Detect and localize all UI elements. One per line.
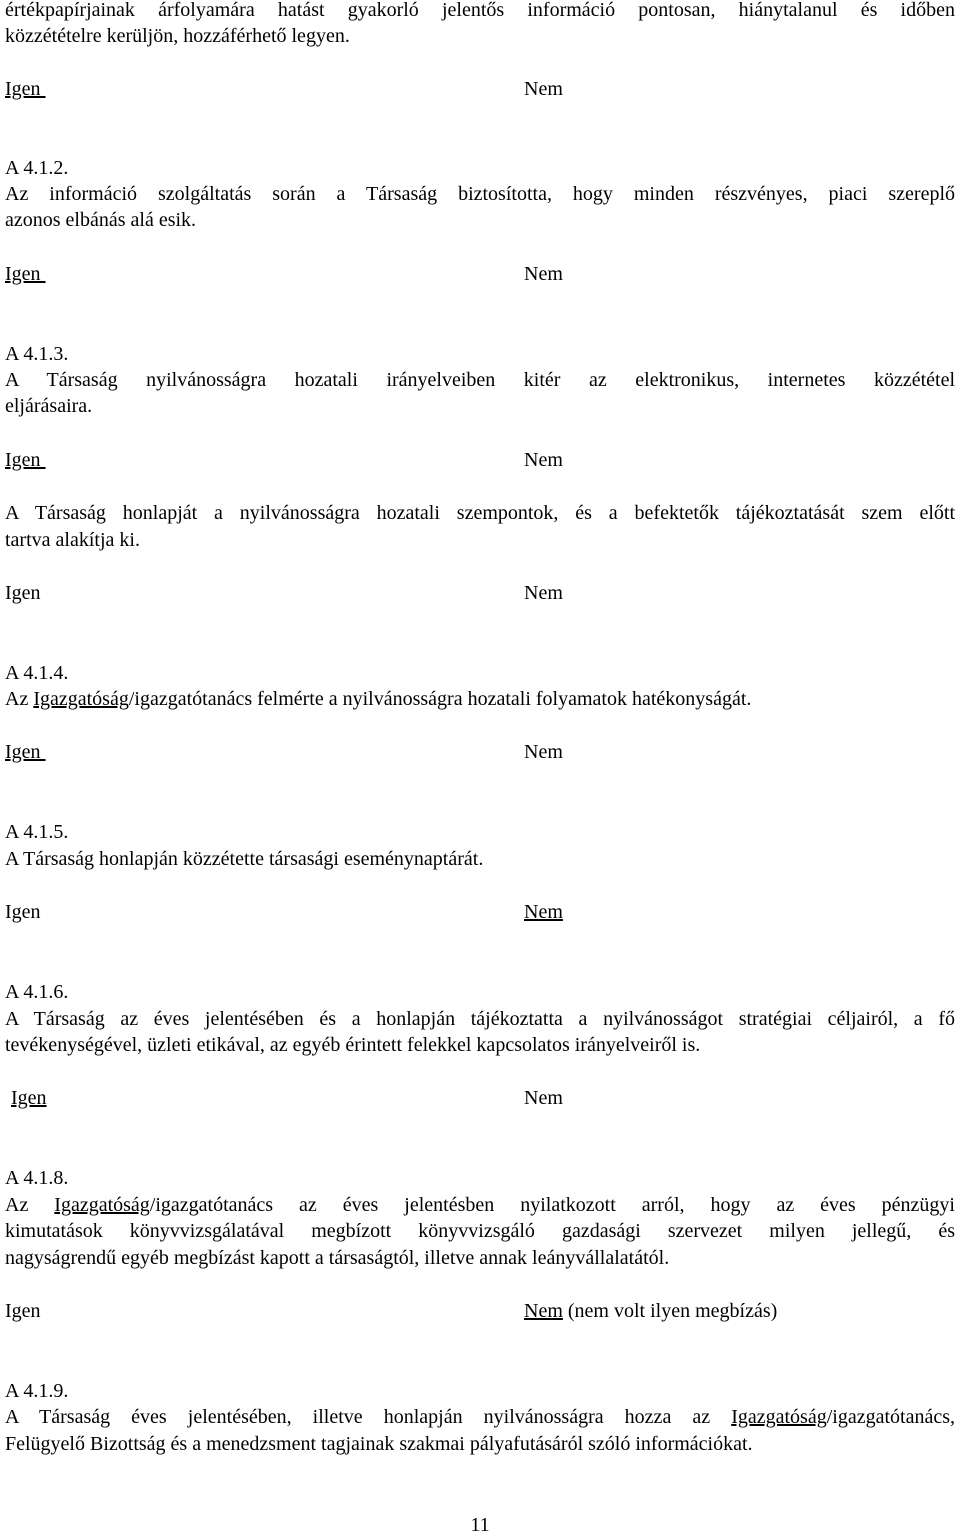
item-text-412-line-2: azonos elbánás alá esik. <box>5 209 197 231</box>
item-code-419: A 4.1.9. <box>5 1380 69 1402</box>
item-text-418-prefix: Az <box>5 1194 55 1216</box>
answer-no-418-label: Nem <box>524 1300 563 1322</box>
item-text-416-line-2: tevékenységével, üzleti etikával, az egyéb érintett felekkel kapcsolatos irányelveiről is. <box>5 1034 701 1056</box>
igazgatosag-underlined-term: Igazgatóság <box>54 1194 150 1216</box>
item-text-413b-line-2: tartva alakítja ki. <box>5 529 140 551</box>
answer-yes-414: Igen <box>5 741 46 763</box>
item-text-414-suffix: /igazgatótanács felmérte a nyilvánosságra hozatali folyamatok hatékonyságát. <box>128 688 752 710</box>
answer-yes-q0: Igen <box>5 78 46 100</box>
answer-yes-418: Igen <box>5 1300 41 1322</box>
answer-yes-415: Igen <box>5 901 41 923</box>
item-text-412-line-1: Az információ szolgáltatás során a Társaság biztosította, hogy minden részvényes, piaci szereplő <box>5 183 955 205</box>
answer-yes-413: Igen <box>5 449 46 471</box>
item-text-415: A Társaság honlapján közzétette társasági eseménynaptárát. <box>5 848 484 870</box>
item-code-416: A 4.1.6. <box>5 981 69 1003</box>
item-code-415: A 4.1.5. <box>5 821 69 843</box>
answer-no-418 <box>524 1298 777 1324</box>
answer-no-412: Nem <box>524 263 563 285</box>
item-text-419-line-2: Felügyelő Bizottság és a menedzsment tagjainak szakmai pályafutásáról szóló információkat. <box>5 1433 753 1455</box>
item-code-414: A 4.1.4. <box>5 662 69 684</box>
item-code-418: A 4.1.8. <box>5 1167 69 1189</box>
item-text-419-line-1 <box>5 1404 955 1430</box>
item-text-414-prefix: Az <box>5 688 34 710</box>
intro-line-2: közzétételre kerüljön, hozzáférhető legyen. <box>5 25 350 47</box>
item-text-419-prefix: A Társaság éves jelentésében, illetve honlapján nyilvánosságra hozza az <box>5 1406 732 1428</box>
item-text-419-suffix: /igazgatótanács, <box>826 1406 955 1428</box>
item-text-413-line-1: A Társaság nyilvánosságra hozatali irányelveiben kitér az elektronikus, internetes közzététel <box>5 369 955 391</box>
item-text-416-line-1: A Társaság az éves jelentésében és a honlapján tájékoztatta a nyilvánosságot stratégiai céljairól, a fő <box>5 1008 955 1030</box>
answer-no-q0: Nem <box>524 78 563 100</box>
answer-no-413: Nem <box>524 449 563 471</box>
item-code-413: A 4.1.3. <box>5 343 69 365</box>
item-text-418-line-2: kimutatások könyvvizsgálatával megbízott könyvvizsgáló gazdasági szervezet milyen jellegű, és <box>5 1220 955 1242</box>
answer-no-413b: Nem <box>524 582 563 604</box>
item-text-418-line-1 <box>5 1192 955 1218</box>
answer-no-414: Nem <box>524 741 563 763</box>
answer-yes-413b: Igen <box>5 582 41 604</box>
answer-yes-412: Igen <box>5 263 46 285</box>
page-number: 11 <box>470 1514 490 1536</box>
answer-no-415: Nem <box>524 901 563 923</box>
item-text-413-line-2: eljárásaira. <box>5 395 93 417</box>
answer-no-416: Nem <box>524 1087 563 1109</box>
item-text-418-line-3: nagyságrendű egyéb megbízást kapott a társaságtól, illetve annak leányvállalatától. <box>5 1247 670 1269</box>
item-text-414 <box>5 686 955 712</box>
item-text-413b-line-1: A Társaság honlapját a nyilvánosságra hozatali szempontok, és a befektetők tájékoztatását szem előtt <box>5 502 955 524</box>
igazgatosag-underlined-term: Igazgatóság <box>33 688 129 710</box>
item-code-412: A 4.1.2. <box>5 157 69 179</box>
item-text-418-suffix: /igazgatótanács az éves jelentésben nyilatkozott arról, hogy az éves pénzügyi <box>149 1194 955 1216</box>
answer-yes-416: Igen <box>11 1087 47 1109</box>
answer-no-418-note: (nem volt ilyen megbízás) <box>562 1300 778 1322</box>
igazgatosag-underlined-term: Igazgatóság <box>731 1406 827 1428</box>
intro-line-1: értékpapírjainak árfolyamára hatást gyakorló jelentős információ pontosan, hiánytalanul és időben <box>5 0 955 21</box>
